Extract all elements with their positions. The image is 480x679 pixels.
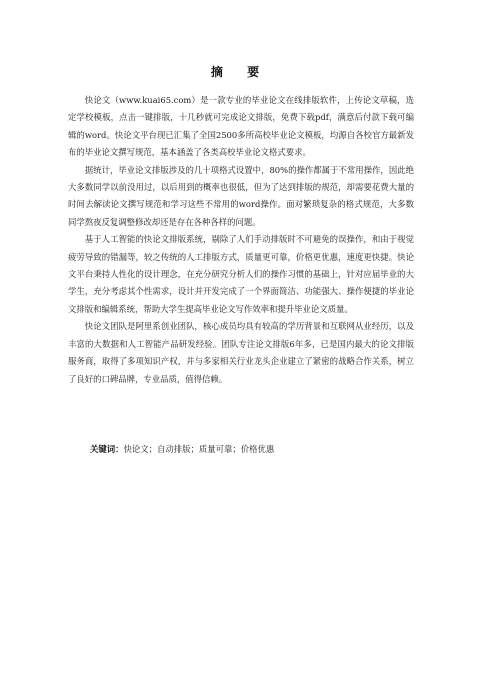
abstract-body <box>68 92 414 388</box>
keywords-line <box>90 441 420 457</box>
abstract-paragraph-3: 基于人工智能的快论文排版系统，剔除了人们手动排版时不可避免的误操作，和由于视觉疲劳导致的错漏等，较之传统的人工排版方式，质量更可靠，价格更优惠，速度更快捷。快论文平台秉持人性化的设计理念，在充分研究分析人们的操作习惯的基础上，针对应届毕业的大学生，充分考虑其个性需求，设计并开发完成了一个界面简洁、功能强大、操作便捷的毕业论文排版和编辑系统，帮助大学生提高毕业论文写作效率和提升毕业论文质量。 <box>68 234 414 314</box>
abstract-paragraph-4: 快论文团队是阿里系创业团队，核心成员均具有较高的学历背景和互联网从业经历，以及丰富的大数据和人工智能产品研发经验。团队专注论文排版6年多，已是国内最大的论文排版服务商，取得了多项知识产权，并与多家相关行业龙头企业建立了紧密的战略合作关系，树立了良好的口碑品牌，专业品质，值得信赖。 <box>68 321 414 384</box>
keywords-label: 关键词： <box>90 444 124 454</box>
abstract-paragraph-2: 据统计，毕业论文排版涉及的几十项格式设置中，80%的操作都属于不常用操作，因此绝大多数同学以前没用过，以后用到的概率也很低，但为了达到排版的规范，却需要花费大量的时间去解读论文撰写规范和学习这些不常用的word操作。面对繁琐复杂的格式规范，大多数同学熬夜反复调整修改却还是存在各种各样的问题。 <box>68 164 414 227</box>
abstract-title: 摘 要 <box>210 65 270 79</box>
keywords-value: 快论文；自动排版；质量可靠；价格优惠 <box>123 444 275 454</box>
abstract-paragraph-1: 快论文（www.kuai65.com）是一款专业的毕业论文在线排版软件，上传论文草稿，选定学校模板，点击一键排版，十几秒就可完成论文排版，免费下载pdf，满意后付款下载可编辑的word。快论文平台现已汇集了全国2500多所高校毕业论文模板，均源自各校官方最新发布的毕业论文撰写规范，基本涵盖了各类高校毕业论文格式要求。 <box>68 95 414 158</box>
